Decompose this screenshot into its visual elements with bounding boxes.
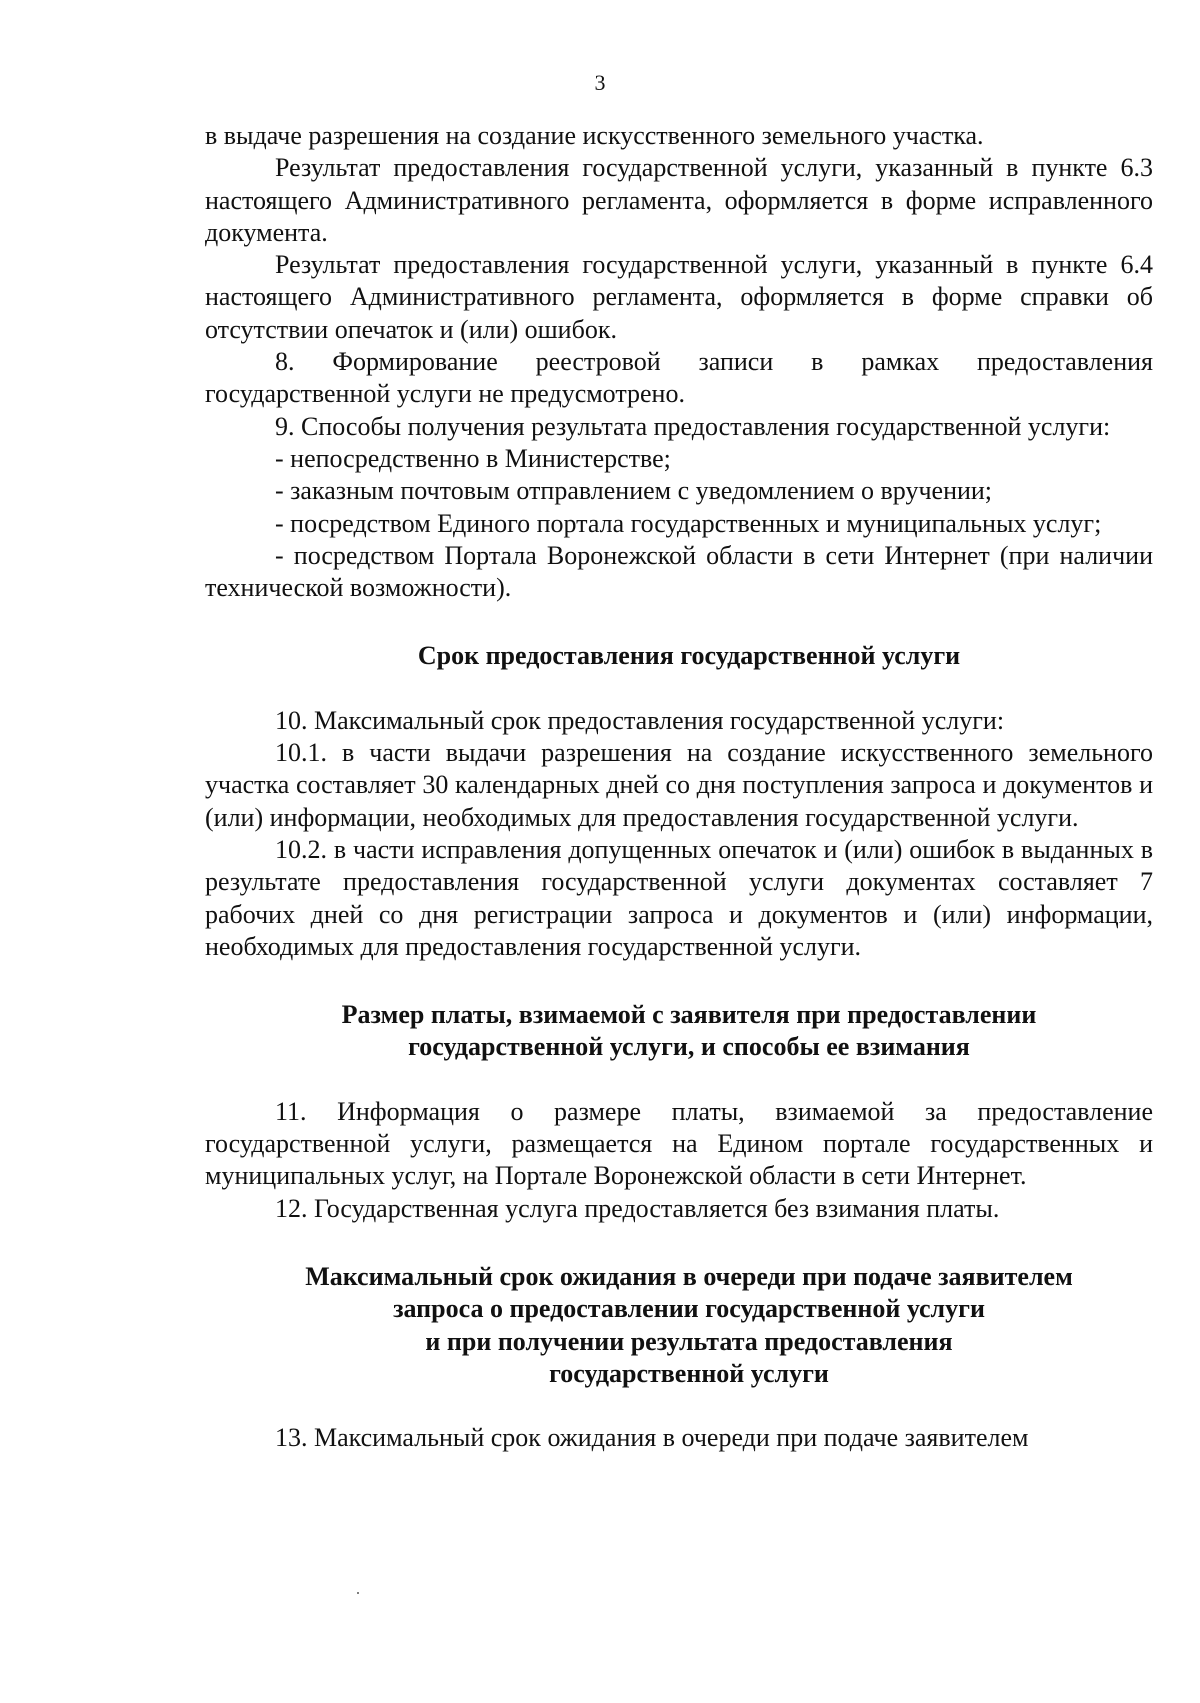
list-item: - посредством Портала Воронежской области в сети Интернет (при наличии технической возможности). <box>205 540 1153 603</box>
paragraph-item-13: 13. Максимальный срок ожидания в очереди при подаче заявителем <box>275 1423 1029 1453</box>
heading-line: государственной услуги, и способы ее взимания <box>408 1032 970 1062</box>
section-heading-fee <box>205 999 1153 1064</box>
paragraph-item-10-2: 10.2. в части исправления допущенных опечаток и (или) ошибок в выданных в результате предоставления государственной услуги документах составляет 7 рабочих дней со дня регистрации запроса и документов и (или) информации, необходимых для предоставления государственной услуги. <box>205 834 1153 961</box>
scan-speck <box>357 1592 359 1594</box>
heading-line: Максимальный срок ожидания в очереди при подаче заявителем <box>305 1261 1073 1291</box>
page-number: 3 <box>594 70 606 95</box>
list-item: - посредством Единого портала государственных и муниципальных услуг; <box>275 508 1102 538</box>
paragraph-item-10: 10. Максимальный срок предоставления государственной услуги: <box>275 705 1005 735</box>
paragraph-item-12: 12. Государственная услуга предоставляется без взимания платы. <box>275 1193 1000 1223</box>
heading-line: Срок предоставления государственной услуги <box>417 641 961 671</box>
paragraph-item-9: 9. Способы получения результата предоставления государственной услуги: <box>275 411 1111 441</box>
paragraph: в выдаче разрешения на создание искусственного земельного участка. <box>205 121 984 150</box>
paragraph-item-8: 8. Формирование реестровой записи в рамках предоставления государственной услуги не предусмотрено. <box>205 347 1153 409</box>
paragraph-item-10-1: 10.1. в части выдачи разрешения на создание искусственного земельного участка составляет 30 календарных дней со дня поступления запроса и документов и (или) информации, необходимых для предоставления государственной услуги. <box>205 738 1153 832</box>
list-item: - непосредственно в Министерстве; <box>275 443 671 473</box>
paragraph: Результат предоставления государственной услуги, указанный в пункте 6.4 настоящего Административного регламента, оформляется в форме справки об отсутствии опечаток и (или) ошибок. <box>205 250 1153 344</box>
spacer <box>205 1225 1153 1261</box>
spacer <box>205 604 1153 640</box>
heading-line: Размер платы, взимаемой с заявителя при предоставлении <box>341 1000 1037 1030</box>
list-item: - заказным почтовым отправлением с уведомлением о вручении; <box>275 476 993 506</box>
heading-line: и при получении результата предоставления <box>425 1326 953 1356</box>
paragraph: Результат предоставления государственной услуги, указанный в пункте 6.3 настоящего Административного регламента, оформляется в форме исправленного документа. <box>205 153 1153 247</box>
document-body <box>205 120 1153 1454</box>
paragraph-item-11: 11. Информация о размере платы, взимаемой за предоставление государственной услуги, размещается на Едином портале государственных и муниципальных услуг, на Портале Воронежской области в сети Интернет. <box>205 1096 1153 1191</box>
spacer <box>205 673 1153 705</box>
spacer <box>205 963 1153 999</box>
heading-line: государственной услуги <box>549 1358 829 1388</box>
section-heading-term <box>205 640 1153 672</box>
spacer <box>205 1390 1153 1422</box>
heading-line: запроса о предоставлении государственной услуги <box>393 1294 985 1324</box>
section-heading-queue <box>205 1261 1153 1390</box>
spacer <box>205 1064 1153 1096</box>
